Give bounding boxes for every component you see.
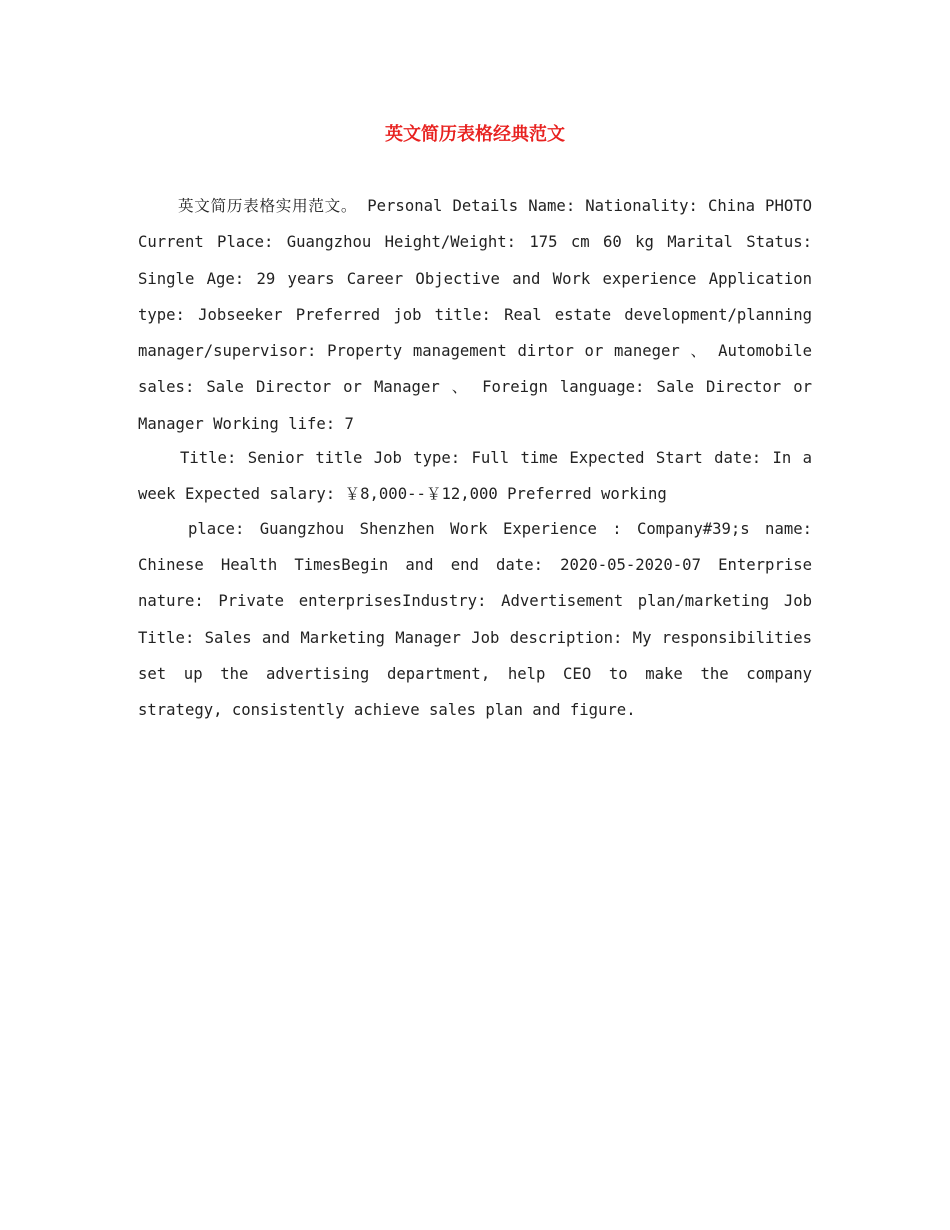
paragraph-job-preferences: Title: Senior title Job type: Full time Expected Start date: In a week Expected salary: ￥8,000--￥12,000 Preferred working [138,449,812,504]
document-body [138,188,812,728]
paragraph-personal-details: 英文简历表格实用范文。 Personal Details Name: Nationality: China PHOTO Current Place: Guangzhou Height/Weight: 175 cm 60 kg Marital Status: Single Age: 29 years Career Objective and Work experience Application type: Jobseeker Preferred job title: Real estate development/planning manager/supervisor: Property management dirtor or maneger 、 Automobile sales: Sale Director or Manager 、 Foreign language: Sale Director or Manager Working life: 7 [138,197,812,433]
paragraph-work-experience: place: Guangzhou Shenzhen Work Experience : Company#39;s name: Chinese Health TimesBegin and end date: 2020-05-2020-07 Enterprise nature: Private enterprisesIndustry: Advertisement plan/marketing Job Title: Sales and Marketing Manager Job description: My responsibilities set up the advertising department, help CEO to make the company strategy, consistently achieve sales plan and figure. [138,519,812,720]
document-title: 英文简历表格经典范文 [385,124,565,145]
